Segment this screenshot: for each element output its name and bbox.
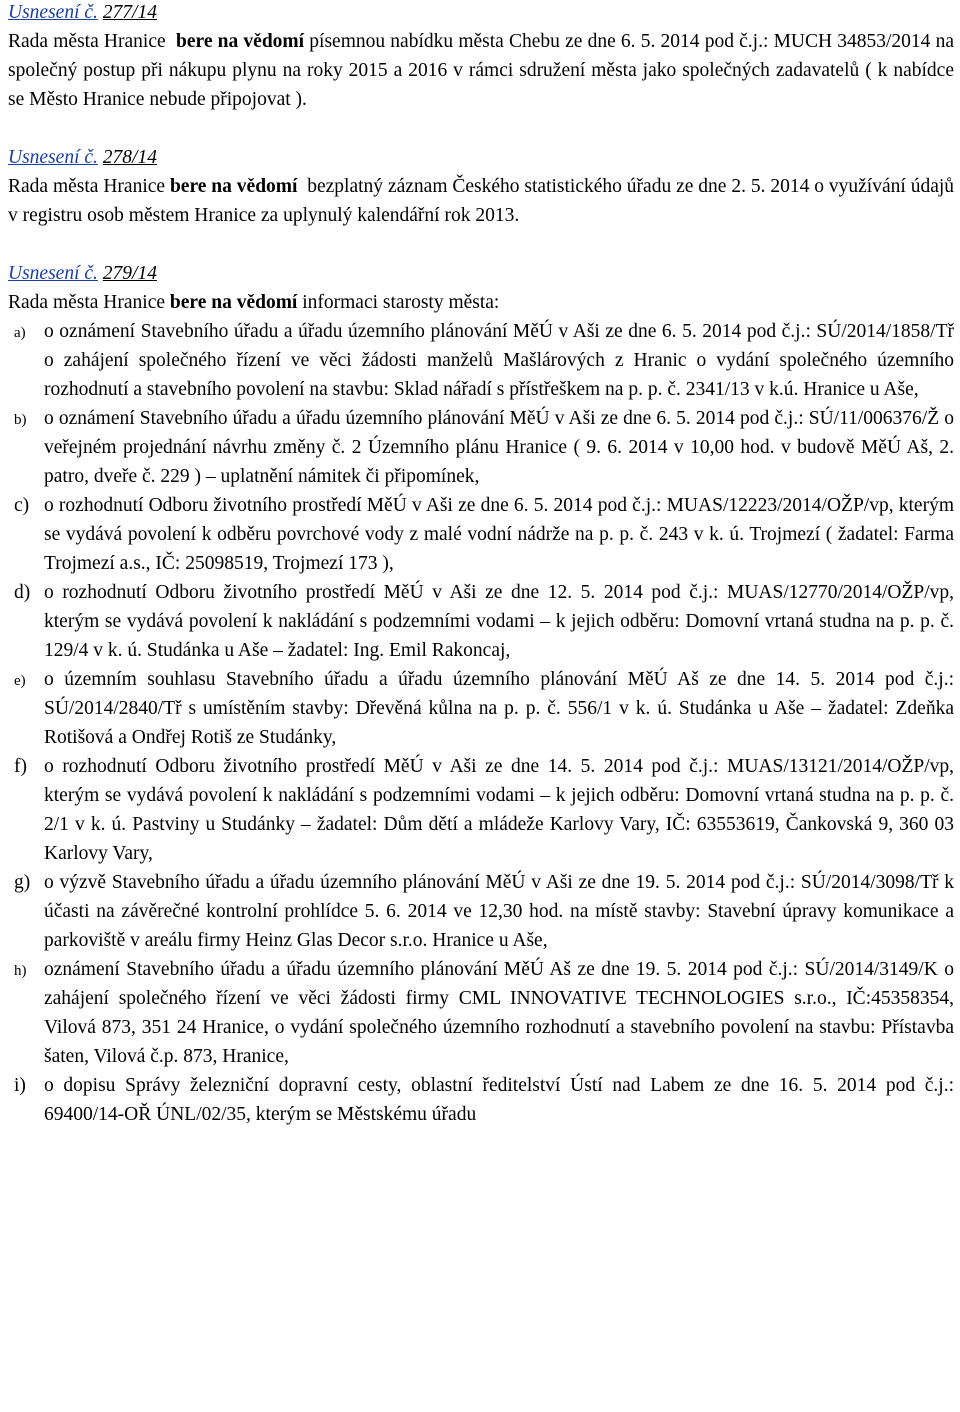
list-item-text: o rozhodnutí Odboru životního prostředí MěÚ v Aši ze dne 12. 5. 2014 pod č.j.: MUAS/12770/2014/OŽP/vp, kterým se vydává povolení k nakládání s podzemními vodami – k jejich odběru: Domovní vrtaná studna na p. p. č. 129/4 v k. ú. Studánka u Aše – žadatel: Ing. Emil Rakoncaj, (44, 582, 954, 661)
list-item-marker: f) (14, 756, 27, 777)
resolution-heading (8, 0, 954, 27)
list-item-marker: g) (14, 872, 31, 893)
resolution-heading-number: 278/14 (102, 147, 157, 168)
list-item-marker: a) (14, 325, 26, 341)
list-item-text: o územním souhlasu Stavebního úřadu a úřadu územního plánování MěÚ Aš ze dne 14. 5. 2014 pod č.j.: SÚ/2014/2840/Tř s umístěním stavby: Dřevěná kůlna na p. p. č. 556/1 v k. ú. Studánka u Aše – žadatel: Zdeňka Rotišová a Ondřej Rotiš ze Studánky, (44, 669, 954, 748)
list-item-text: o oznámení Stavebního úřadu a úřadu územního plánování MěÚ v Aši ze dne 6. 5. 2014 pod č.j.: SÚ/11/006376/Ž o veřejném projednání návrhu změny č. 2 Územního plánu Hranice ( 9. 6. 2014 v 10,00 hod. v budově MěÚ Aš, 2. patro, dveře č. 229 ) – uplatnění námitek či připomínek, (44, 408, 954, 487)
list-item-text: o výzvě Stavebního úřadu a úřadu územního plánování MěÚ v Aši ze dne 19. 5. 2014 pod č.j.: SÚ/2014/3098/Tř k účasti na závěrečné kontrolní prohlídce 5. 6. 2014 ve 12,30 hod. na místě stavby: Stavební úpravy komunikace a parkoviště v areálu firmy Heinz Glas Decor s.r.o. Hranice u Aše, (44, 872, 954, 951)
resolution-text-post: písemnou nabídku města Chebu ze dne 6. 5. 2014 pod č.j.: MUCH 34853/2014 na společný postup při nákupu plynu na roky 2015 a 2016 v rámci sdružení města jako společných zadavatelů ( k nabídce se Město Hranice nebude připojovat ). (8, 31, 955, 110)
resolution-text-pre: Rada města Hranice (8, 176, 166, 197)
resolution-278 (8, 143, 954, 230)
resolution-heading-word: Usnesení č. (8, 2, 98, 23)
list-item-marker: b) (14, 412, 27, 428)
list-item (8, 752, 954, 868)
resolution-277 (8, 0, 954, 114)
resolution-heading (8, 143, 954, 172)
resolution-text (8, 288, 954, 317)
resolution-heading-number: 277/14 (102, 2, 157, 23)
resolution-heading-word: Usnesení č. (8, 147, 98, 168)
resolution-text (8, 172, 954, 230)
list-item (8, 317, 954, 404)
resolution-text-bold: bere na vědomí (169, 292, 298, 313)
resolution-text-bold: bere na vědomí (169, 176, 298, 197)
list-item-text: o oznámení Stavebního úřadu a úřadu územního plánování MěÚ v Aši ze dne 6. 5. 2014 pod č.j.: SÚ/2014/1858/Tř o zahájení společného řízení ve věci žádosti manželů Mašlárových z Hranic o vydání společného územního rozhodnutí a stavebního povolení na stavbu: Sklad nářadí s přístřeškem na p. p. č. 2341/13 v k.ú. Hranice u Aše, (44, 321, 954, 400)
list-item (8, 1071, 954, 1129)
list-item-marker: e) (14, 673, 26, 689)
resolution-heading (8, 259, 954, 288)
list-item-marker: d) (14, 582, 31, 603)
resolution-text (8, 27, 954, 114)
resolution-text-bold: bere na vědomí (176, 31, 305, 52)
resolution-text-post: bezplatný záznam Českého statistického úřadu ze dne 2. 5. 2014 o využívání údajů v registru osob městem Hranice za uplynulý kalendářní rok 2013. (8, 176, 955, 226)
list-item (8, 955, 954, 1071)
resolution-items-list (8, 317, 954, 1129)
list-item-marker: c) (14, 495, 30, 516)
list-item-marker: h) (14, 963, 27, 979)
resolution-text-post: informaci starosty města: (302, 292, 500, 313)
list-item-text: oznámení Stavebního úřadu a úřadu územního plánování MěÚ Aš ze dne 19. 5. 2014 pod č.j.: SÚ/2014/3149/K o zahájení společného řízení ve věci žádosti firmy CML INNOVATIVE TECHNOLOGIES s.r.o., IČ:45358354, Vilová 873, 351 24 Hranice, o vydání společného územního rozhodnutí a stavebního povolení na stavbu: Přístavba šaten, Vilová č.p. 873, Hranice, (44, 959, 954, 1067)
resolution-text-pre: Rada města Hranice (8, 31, 166, 52)
list-item (8, 578, 954, 665)
resolution-279 (8, 259, 954, 1129)
list-item-text: o dopisu Správy železniční dopravní cesty, oblastní ředitelství Ústí nad Labem ze dne 16. 5. 2014 pod č.j.: 69400/14-OŘ ÚNL/02/35, kterým se Městskému úřadu (44, 1075, 954, 1125)
list-item (8, 665, 954, 752)
list-item (8, 491, 954, 578)
resolution-heading-word: Usnesení č. (8, 263, 98, 284)
resolution-heading-number: 279/14 (102, 263, 157, 284)
resolution-text-pre: Rada města Hranice (8, 292, 166, 313)
list-item-marker: i) (14, 1075, 26, 1096)
list-item (8, 868, 954, 955)
list-item-text: o rozhodnutí Odboru životního prostředí MěÚ v Aši ze dne 14. 5. 2014 pod č.j.: MUAS/13121/2014/OŽP/vp, kterým se vydává povolení k nakládání s podzemními vodami – k jejich odběru: Domovní vrtaná studna na p. p. č. 2/1 v k. ú. Pastviny u Studánky – žadatel: Dům dětí a mládeže Karlovy Vary, IČ: 63553619, Čankovská 9, 360 03 Karlovy Vary, (44, 756, 954, 864)
list-item-text: o rozhodnutí Odboru životního prostředí MěÚ v Aši ze dne 6. 5. 2014 pod č.j.: MUAS/12223/2014/OŽP/vp, kterým se vydává povolení k odběru povrchové vody z malé vodní nádrže na p. p. č. 243 v k. ú. Trojmezí ( žadatel: Farma Trojmezí a.s., IČ: 25098519, Trojmezí 173 ), (44, 495, 954, 574)
list-item (8, 404, 954, 491)
